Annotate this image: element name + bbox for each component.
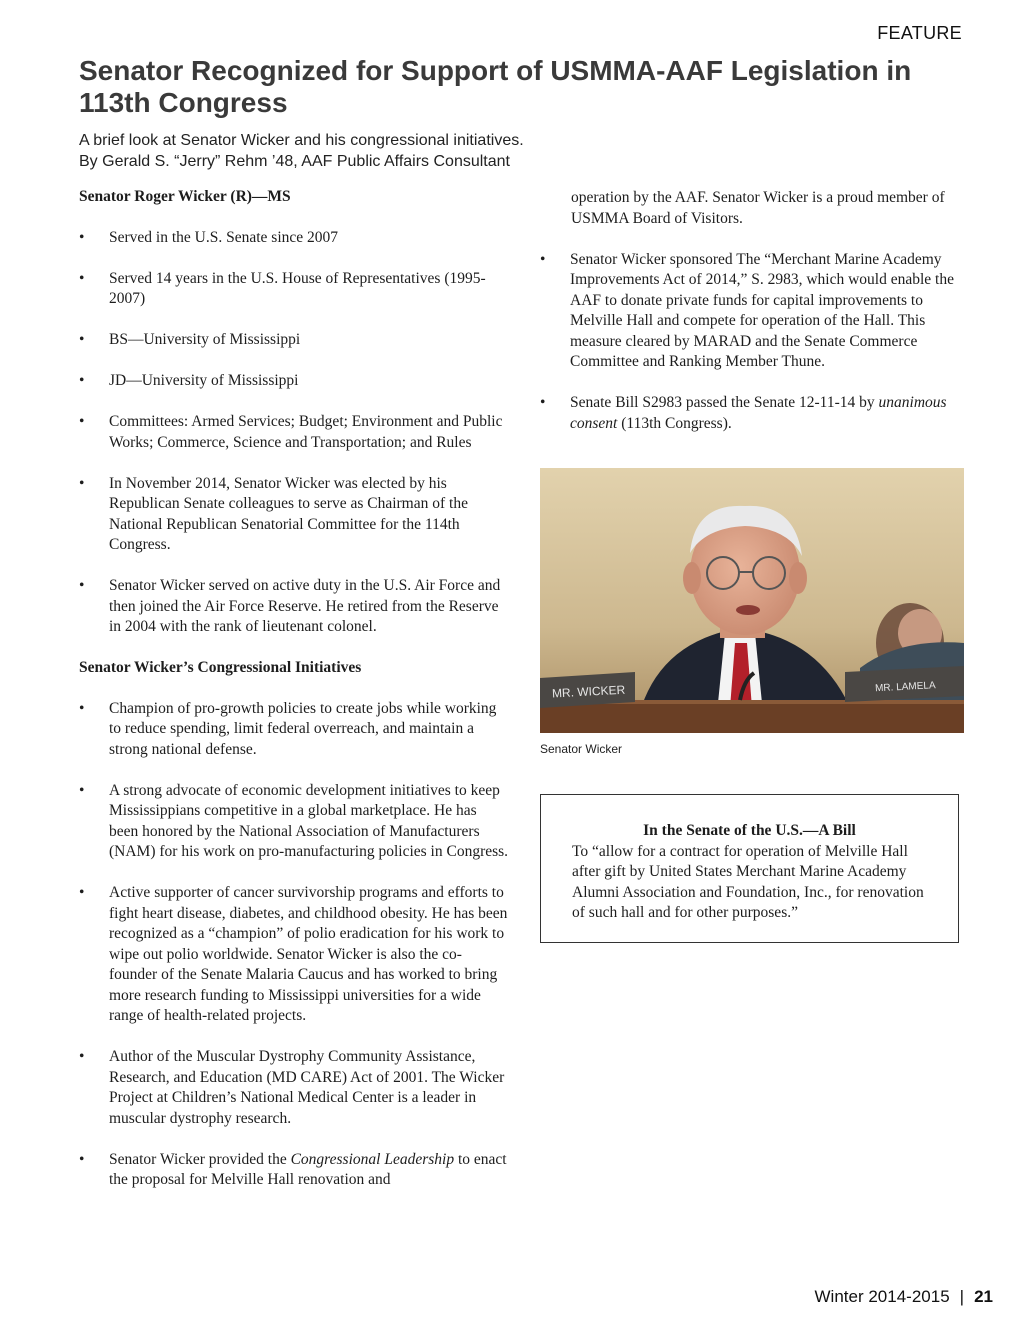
list-item — [79, 1150, 509, 1191]
list-item: • Author of the Muscular Dystrophy Community Assistance, Research, and Education (MD CARE) Act of 2001. The Wicker Project at Children’s National Medical Center is a leader in muscular dystrophy research. — [79, 1047, 509, 1129]
bill-callout-box — [540, 794, 959, 943]
list-item-text: Senate Bill S2983 passed the Senate 12-11-14 by — [570, 394, 879, 411]
list-item: • JD—University of Mississippi — [79, 371, 509, 392]
list-item: • Senator Wicker served on active duty in the U.S. Air Force and then joined the Air Force Reserve. He retired from the Reserve in 2004 with the rank of lieutenant colonel. — [79, 576, 509, 638]
bio-heading: Senator Roger Wicker (R)—MS — [79, 188, 291, 205]
page-footer — [815, 1287, 993, 1307]
continued-text: operation by the AAF. Senator Wicker is a proud member of USMMA Board of Visitors. — [571, 189, 945, 227]
list-item-text: to enact the proposal for Melville Hall renovation and — [109, 1150, 507, 1188]
initiatives-list-continued — [540, 250, 970, 435]
list-item: • Served in the U.S. Senate since 2007 — [79, 228, 509, 249]
initiatives-heading: Senator Wicker’s Congressional Initiatives — [79, 659, 362, 676]
senator-photo — [540, 468, 964, 733]
list-item: • In November 2014, Senator Wicker was elected by his Republican Senate colleagues to serve as Chairman of the National Republican Senatorial Committee for the 114th Congress. — [79, 474, 509, 556]
issue-label: Winter 2014-2015 — [814, 1287, 950, 1306]
list-item: • Senator Wicker sponsored The “Merchant Marine Academy Improvements Act of 2014,” S. 2983, which would enable the AAF to donate private funds for capital improvements to Melville Hall and compete for operation of the Hall. This measure cleared by MARAD and the Senate Commerce Committee and Ranking Member Thune. — [540, 250, 970, 373]
photo-caption: Senator Wicker — [540, 742, 623, 756]
list-item-text: Senator Wicker provided the — [109, 1150, 291, 1168]
bill-title: In the Senate of the U.S.—A Bill — [643, 822, 856, 839]
emphasis-text: Congressional Leadership — [290, 1150, 455, 1168]
article-subtitle-block — [79, 130, 779, 172]
emphasis-text: unanimous consent — [570, 394, 947, 432]
list-item: • A strong advocate of economic development initiatives to keep Mississippians competitive in a global marketplace. He has been honored by the National Association of Manufacturers (NAM) for his work on pro-manufacturing policies in Congress. — [79, 781, 509, 863]
list-item: • Active supporter of cancer survivorship programs and efforts to fight heart disease, diabetes, and childhood obesity. He has been recognized as a “champion” of polio eradication for his work to wipe out polio worldwide. Senator Wicker is also the co-founder of the Senate Malaria Caucus and has worked to bring more research funding to Mississippi universities for a wide range of health-related projects. — [79, 883, 509, 1027]
article-byline: By Gerald S. “Jerry” Rehm ’48, AAF Public Affairs Consultant — [79, 153, 510, 170]
placard-right-text: MR. LAMELA — [874, 680, 936, 695]
placard-right — [845, 666, 964, 702]
placard-left-text: MR. WICKER — [551, 682, 626, 701]
initiatives-list — [79, 699, 509, 1191]
list-item: • Served 14 years in the U.S. House of Representatives (1995-2007) — [79, 269, 509, 310]
article-subtitle: A brief look at Senator Wicker and his congressional initiatives. — [79, 132, 524, 149]
placard-left — [540, 672, 635, 708]
section-label: FEATURE — [877, 23, 962, 43]
article-title: Senator Recognized for Support of USMMA-AAF Legislation in 113th Congress — [79, 55, 912, 118]
footer-separator: | — [959, 1287, 965, 1306]
list-item: • Champion of pro-growth policies to create jobs while working to reduce spending, limit federal overreach, and maintain a strong national defense. — [79, 699, 509, 761]
page-number: 21 — [974, 1287, 993, 1306]
right-column — [540, 188, 970, 455]
senator-photo-illustration — [540, 468, 964, 733]
bill-text: To “allow for a contract for operation of Melville Hall after gift by United States Merchant Marine Academy Alumni Association and Foundation, Inc., for renovation of such hall and for other purposes.” — [572, 842, 924, 921]
list-item-text: (113th Congress). — [617, 414, 732, 432]
list-item — [540, 393, 970, 434]
left-column — [79, 187, 509, 1211]
list-item: • Committees: Armed Services; Budget; Environment and Public Works; Commerce, Science and Transportation; and Rules — [79, 412, 509, 453]
bio-list — [79, 228, 509, 638]
list-item: • BS—University of Mississippi — [79, 330, 509, 351]
